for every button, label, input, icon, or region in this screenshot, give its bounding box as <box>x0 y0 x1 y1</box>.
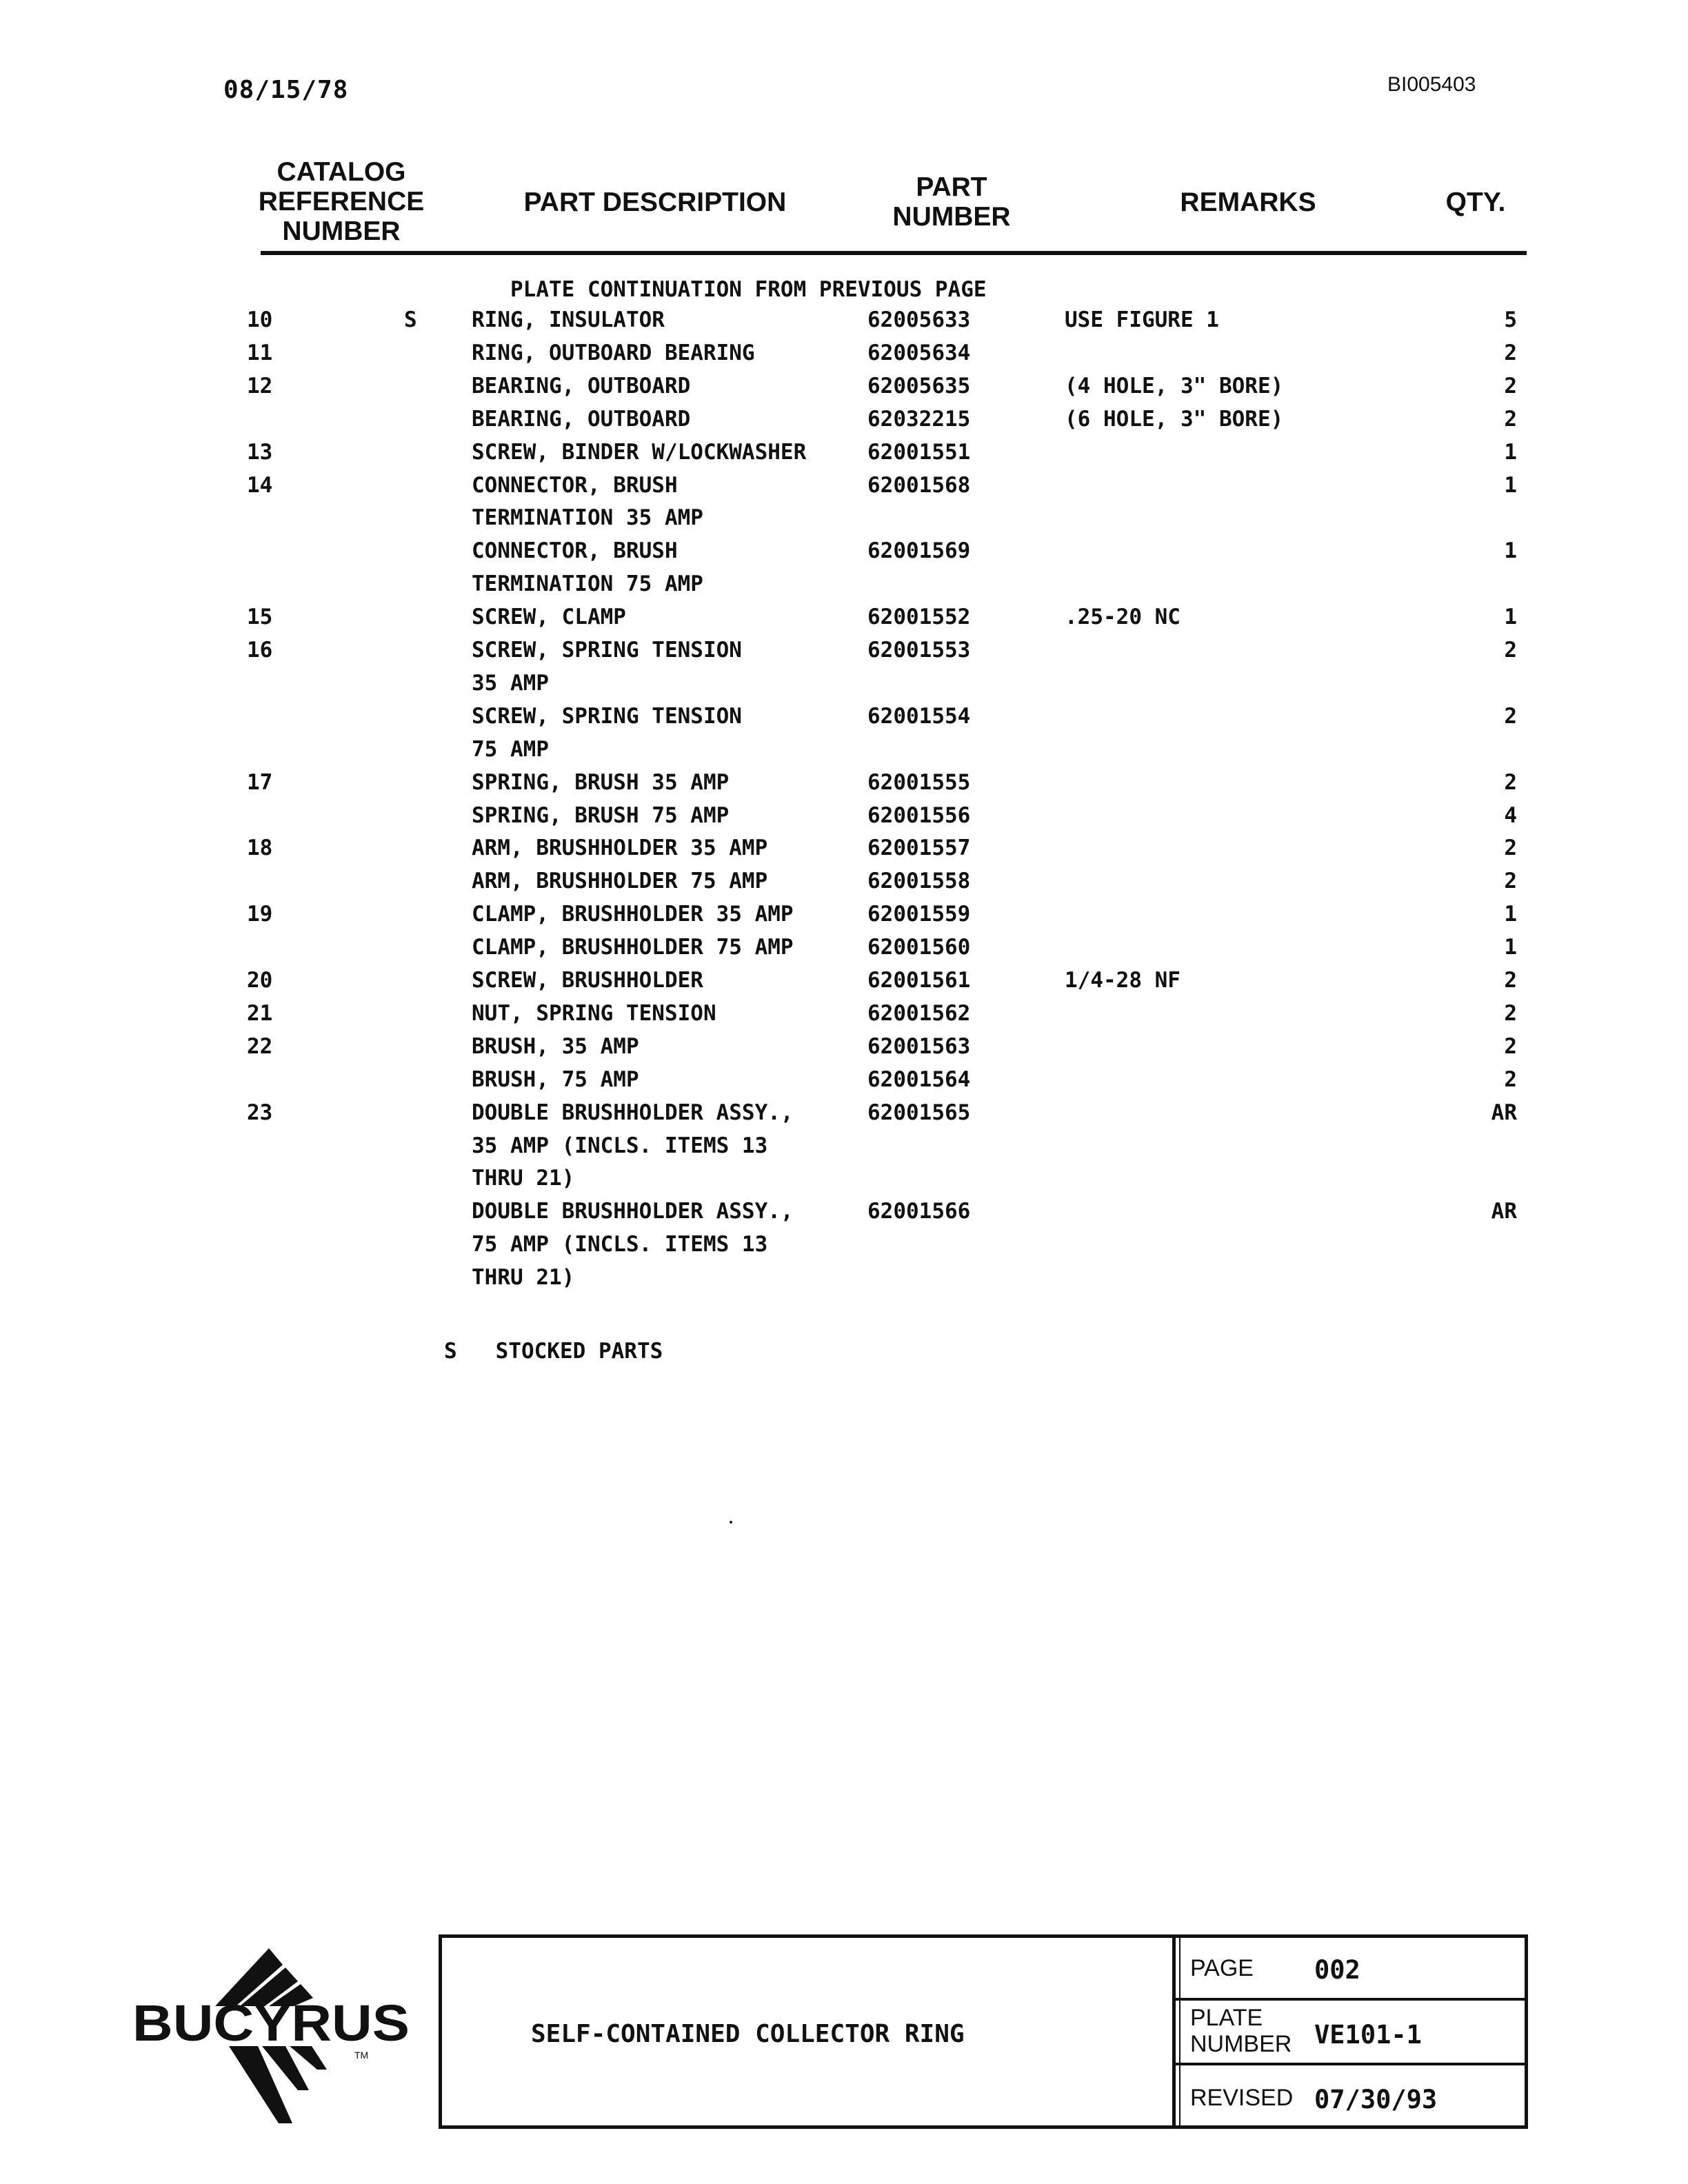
table-row <box>0 1166 1688 1199</box>
table-row <box>0 1199 1688 1232</box>
table-row <box>0 968 1688 1001</box>
table-row <box>0 638 1688 671</box>
title-block-rule-1 <box>1176 1998 1528 2001</box>
part-number-cell: 62001554 <box>867 704 971 729</box>
qty-cell: 2 <box>1504 1067 1517 1092</box>
part-number-cell: 62001557 <box>867 836 971 860</box>
qty-cell: 2 <box>1504 407 1517 432</box>
qty-cell: 1 <box>1504 440 1517 465</box>
bucyrus-triangle-logo-icon <box>132 1943 422 2136</box>
table-row <box>0 869 1688 902</box>
part-number-cell: 62001561 <box>867 968 971 993</box>
part-description-cell: TERMINATION 35 AMP <box>472 505 703 530</box>
table-row <box>0 902 1688 935</box>
part-number-cell: 62001568 <box>867 473 971 498</box>
part-number-cell: 62001566 <box>867 1199 971 1224</box>
catalog-ref-cell: 21 <box>247 1001 273 1026</box>
table-row <box>0 440 1688 473</box>
part-number-cell: 62001562 <box>867 1001 971 1026</box>
table-row <box>0 307 1688 341</box>
revised-label: REVISED <box>1190 2085 1294 2111</box>
table-row <box>0 1100 1688 1133</box>
part-number-cell: 62001564 <box>867 1067 971 1092</box>
part-description-cell: DOUBLE BRUSHHOLDER ASSY., <box>472 1199 794 1224</box>
part-description-cell: THRU 21) <box>472 1166 575 1191</box>
catalog-ref-cell: 23 <box>247 1100 273 1125</box>
column-header-part-number: PART NUMBER <box>892 172 1011 232</box>
catalog-ref-cell: 14 <box>247 473 273 498</box>
catalog-ref-cell: 13 <box>247 440 273 465</box>
part-description-cell: RING, INSULATOR <box>472 307 665 332</box>
qty-cell: 1 <box>1504 605 1517 629</box>
part-description-cell: DOUBLE BRUSHHOLDER ASSY., <box>472 1100 794 1125</box>
table-row <box>0 836 1688 869</box>
part-number-cell: 62001558 <box>867 869 971 893</box>
document-date: 08/15/78 <box>223 76 349 104</box>
remarks-cell: (6 HOLE, 3" BORE) <box>1065 407 1284 432</box>
part-description-cell: SCREW, CLAMP <box>472 605 626 629</box>
part-description-cell: SCREW, SPRING TENSION <box>472 704 742 729</box>
qty-cell: AR <box>1491 1199 1517 1224</box>
part-description-cell: BEARING, OUTBOARD <box>472 407 691 432</box>
qty-cell: 2 <box>1504 638 1517 663</box>
qty-cell: 2 <box>1504 341 1517 365</box>
remarks-cell: USE FIGURE 1 <box>1065 307 1219 332</box>
part-description-cell: BRUSH, 75 AMP <box>472 1067 639 1092</box>
table-row <box>0 704 1688 737</box>
qty-cell: 1 <box>1504 538 1517 563</box>
catalog-ref-cell: 22 <box>247 1034 273 1059</box>
stocked-parts-footnote: S STOCKED PARTS <box>444 1339 663 1364</box>
table-row <box>0 1067 1688 1100</box>
part-description-cell: BEARING, OUTBOARD <box>472 374 691 398</box>
catalog-ref-cell: 18 <box>247 836 273 860</box>
page-value: 002 <box>1314 1955 1360 1985</box>
part-number-cell: 62001551 <box>867 440 971 465</box>
qty-cell: 2 <box>1504 770 1517 795</box>
qty-cell: 4 <box>1504 803 1517 828</box>
revised-value: 07/30/93 <box>1314 2085 1438 2114</box>
table-row <box>0 1232 1688 1265</box>
catalog-ref-cell: 20 <box>247 968 273 993</box>
table-row <box>0 1034 1688 1067</box>
part-number-cell: 62001563 <box>867 1034 971 1059</box>
part-description-cell: SPRING, BRUSH 35 AMP <box>472 770 730 795</box>
remarks-cell: (4 HOLE, 3" BORE) <box>1065 374 1284 398</box>
table-row <box>0 538 1688 572</box>
continuation-note: PLATE CONTINUATION FROM PREVIOUS PAGE <box>510 277 987 302</box>
table-row <box>0 605 1688 638</box>
remarks-cell: .25-20 NC <box>1065 605 1180 629</box>
stock-flag-cell: S <box>404 307 417 332</box>
qty-cell: 2 <box>1504 374 1517 398</box>
title-block-divider <box>1172 1934 1176 2129</box>
catalog-ref-cell: 10 <box>247 307 273 332</box>
table-row <box>0 1265 1688 1298</box>
table-row <box>0 505 1688 538</box>
catalog-ref-cell: 16 <box>247 638 273 663</box>
part-description-cell: 75 AMP (INCLS. ITEMS 13 <box>472 1232 768 1257</box>
title-block-divider-inner <box>1179 1934 1180 2129</box>
plate-number-value: VE101-1 <box>1314 2020 1422 2050</box>
qty-cell: 5 <box>1504 307 1517 332</box>
header-rule <box>261 251 1527 255</box>
qty-cell: AR <box>1491 1100 1517 1125</box>
catalog-ref-cell: 17 <box>247 770 273 795</box>
part-number-cell: 62001569 <box>867 538 971 563</box>
table-row <box>0 572 1688 605</box>
column-header-qty: QTY. <box>1445 188 1506 217</box>
part-number-cell: 62005633 <box>867 307 971 332</box>
qty-cell: 2 <box>1504 704 1517 729</box>
part-number-cell: 62005634 <box>867 341 971 365</box>
logo-trademark: TM <box>354 2050 369 2061</box>
table-row <box>0 374 1688 407</box>
logo-wordmark: BUCYRUS <box>132 1994 410 2052</box>
catalog-ref-cell: 12 <box>247 374 273 398</box>
qty-cell: 1 <box>1504 473 1517 498</box>
table-row <box>0 737 1688 770</box>
table-row <box>0 935 1688 968</box>
part-description-cell: CLAMP, BRUSHHOLDER 75 AMP <box>472 935 794 960</box>
part-number-cell: 62001552 <box>867 605 971 629</box>
catalog-ref-cell: 15 <box>247 605 273 629</box>
qty-cell: 2 <box>1504 836 1517 860</box>
plate-title: SELF-CONTAINED COLLECTOR RING <box>531 2020 965 2048</box>
part-description-cell: SCREW, BINDER W/LOCKWASHER <box>472 440 807 465</box>
part-description-cell: SPRING, BRUSH 75 AMP <box>472 803 730 828</box>
qty-cell: 2 <box>1504 1034 1517 1059</box>
part-description-cell: 35 AMP (INCLS. ITEMS 13 <box>472 1133 768 1158</box>
qty-cell: 1 <box>1504 902 1517 927</box>
part-description-cell: 75 AMP <box>472 737 549 762</box>
part-description-cell: CONNECTOR, BRUSH <box>472 538 678 563</box>
table-row <box>0 803 1688 836</box>
remarks-cell: 1/4-28 NF <box>1065 968 1180 993</box>
part-description-cell: ARM, BRUSHHOLDER 35 AMP <box>472 836 768 860</box>
qty-cell: 2 <box>1504 869 1517 893</box>
plate-number-label: PLATE NUMBER <box>1190 2005 1292 2057</box>
column-header-remarks: REMARKS <box>1180 188 1316 217</box>
table-row <box>0 1001 1688 1034</box>
document-id: BI005403 <box>1387 73 1476 96</box>
part-number-cell: 62001556 <box>867 803 971 828</box>
part-number-cell: 62001555 <box>867 770 971 795</box>
part-description-cell: SCREW, BRUSHHOLDER <box>472 968 703 993</box>
part-description-cell: BRUSH, 35 AMP <box>472 1034 639 1059</box>
part-number-cell: 62001560 <box>867 935 971 960</box>
part-description-cell: NUT, SPRING TENSION <box>472 1001 716 1026</box>
part-number-cell: 62001559 <box>867 902 971 927</box>
part-number-cell: 62001565 <box>867 1100 971 1125</box>
table-row <box>0 671 1688 704</box>
part-description-cell: ARM, BRUSHHOLDER 75 AMP <box>472 869 768 893</box>
column-header-part-description: PART DESCRIPTION <box>523 188 787 217</box>
table-row <box>0 1133 1688 1166</box>
scan-speck <box>730 1521 732 1524</box>
part-description-cell: SCREW, SPRING TENSION <box>472 638 742 663</box>
table-row <box>0 473 1688 506</box>
table-row <box>0 770 1688 803</box>
page-label: PAGE <box>1190 1955 1254 1981</box>
part-description-cell: 35 AMP <box>472 671 549 696</box>
part-description-cell: THRU 21) <box>472 1265 575 1290</box>
part-number-cell: 62005635 <box>867 374 971 398</box>
title-block-rule-2 <box>1176 2063 1528 2065</box>
part-number-cell: 62032215 <box>867 407 971 432</box>
part-description-cell: RING, OUTBOARD BEARING <box>472 341 755 365</box>
part-description-cell: CLAMP, BRUSHHOLDER 35 AMP <box>472 902 794 927</box>
part-number-cell: 62001553 <box>867 638 971 663</box>
qty-cell: 1 <box>1504 935 1517 960</box>
catalog-ref-cell: 19 <box>247 902 273 927</box>
column-header-catalog-reference: CATALOG REFERENCE NUMBER <box>258 157 425 246</box>
table-row <box>0 407 1688 440</box>
part-description-cell: CONNECTOR, BRUSH <box>472 473 678 498</box>
qty-cell: 2 <box>1504 968 1517 993</box>
part-description-cell: TERMINATION 75 AMP <box>472 572 703 596</box>
catalog-ref-cell: 11 <box>247 341 273 365</box>
table-row <box>0 341 1688 374</box>
qty-cell: 2 <box>1504 1001 1517 1026</box>
